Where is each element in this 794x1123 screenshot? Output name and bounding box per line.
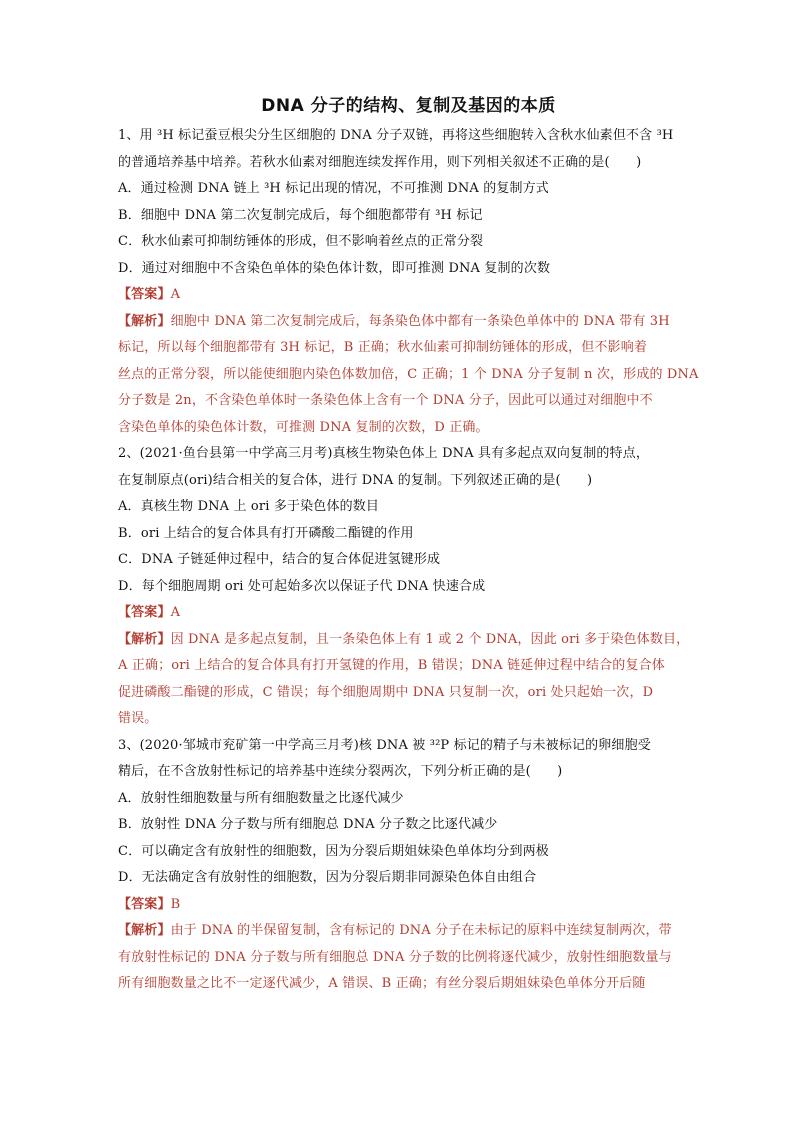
question-3-option-a: A．放射性细胞数量与所有细胞数量之比逐代减少 <box>118 790 404 806</box>
question-2-option-c: C．DNA 子链延伸过程中，结合的复合体促进氢键形成 <box>118 552 441 567</box>
question-3-analysis-line: 所有细胞数量之比不一定逐代减少，A 错误、B 正确；有丝分裂后期姐妹染色单体分开后随 <box>118 976 646 991</box>
answer-value: B <box>170 896 181 912</box>
answer-label: 【答案】 <box>118 287 171 302</box>
question-1-option-a: A．通过检测 DNA 链上 ³H 标记出现的情况，不可推测 DNA 的复制方式 <box>118 181 549 196</box>
question-3-answer <box>118 892 699 919</box>
question-1-analysis-line <box>118 309 699 336</box>
analysis-text: 由于 DNA 的半保留复制，含有标记的 DNA 分子在未标记的原料中连续复制两次，带 <box>170 923 672 938</box>
question-3-option-c: C．可以确定含有放射性的细胞数，因为分裂后期姐妹染色单体均分到两极 <box>118 843 549 859</box>
question-3-analysis-line <box>118 918 699 945</box>
answer-value: A <box>170 605 181 620</box>
question-3-option-b: B．放射性 DNA 分子数与所有细胞总 DNA 分子数之比逐代减少 <box>118 817 498 832</box>
question-2-answer <box>118 600 699 627</box>
analysis-text: 因 DNA 是多起点复制，且一条染色体上有 1 或 2 个 DNA，因此 ori 多于染色体数目， <box>170 631 690 647</box>
question-2-option-a: A．真核生物 DNA 上 ori 多于染色体的数目 <box>118 499 380 514</box>
analysis-label: 【解析】 <box>118 923 171 938</box>
analysis-text: 细胞中 DNA 第二次复制完成后，每条染色体中都有一条染色单体中的 DNA 带有 3H <box>170 313 670 329</box>
page-title: DNA 分子的结构、复制及基因的本质 <box>261 96 556 116</box>
answer-label: 【答案】 <box>118 605 171 620</box>
question-2-analysis-line: 错误。 <box>118 711 158 726</box>
question-1-stem-line: 的普通培养基中培养。若秋水仙素对细胞连续发挥作用，则下列相关叙述不正确的是( ) <box>118 154 642 170</box>
question-1-analysis-line: 丝点的正常分裂，所以能使细胞内染色体数加倍，C 正确；1 个 DNA 分子复制 n 次，形成的 DNA <box>118 366 699 382</box>
question-1-stem-line: 1、用 ³H 标记蚕豆根尖分生区细胞的 DNA 分子双链，再将这些细胞转入含秋水仙素但不含 ³H <box>118 128 674 143</box>
question-3-stem-line: 3、(2020·邹城市兖矿第一中学高三月考)核 DNA 被 ³²P 标记的精子与未被标记的卵细胞受 <box>118 737 651 753</box>
answer-label: 【答案】 <box>118 896 171 912</box>
analysis-label: 【解析】 <box>118 631 171 647</box>
question-3-option-d: D．无法确定含有放射性的细胞数，因为分裂后期非同源染色体自由组合 <box>118 870 537 885</box>
question-2-option-b: B．ori 上结合的复合体具有打开磷酸二酯键的作用 <box>118 525 414 541</box>
question-1-option-d: D．通过对细胞中不含染色单体的染色体计数，即可推测 DNA 复制的次数 <box>118 260 551 276</box>
question-2-analysis-line <box>118 627 699 654</box>
question-3 <box>118 733 699 998</box>
question-1-analysis-line: 标记，所以每个细胞都带有 3H 标记，B 正确；秋水仙素可抑制纺锤体的形成，但不影响着 <box>118 340 648 355</box>
analysis-label: 【解析】 <box>118 313 171 329</box>
question-1-analysis-line: 含染色单体的染色体计数，可推测 DNA 复制的次数，D 正确。 <box>118 419 489 435</box>
question-1 <box>118 123 699 441</box>
question-2 <box>118 441 699 733</box>
question-3-stem-line: 精后，在不含放射性标记的培养基中连续分裂两次，下列分析正确的是( ) <box>118 764 563 779</box>
question-2-stem-line: 2、(2021·鱼台县第一中学高三月考)真核生物染色体上 DNA 具有多起点双向复制的特点， <box>118 446 649 461</box>
question-1-analysis-line: 分子数是 2n，不含染色单体时一条染色体上含有一个 DNA 分子，因此可以通过对细胞中不 <box>118 393 653 408</box>
question-2-analysis-line: A 正确；ori 上结合的复合体具有打开氢键的作用，B 错误；DNA 链延伸过程中结合的复合体 <box>118 658 665 673</box>
question-2-option-d: D．每个细胞周期 ori 处可起始多次以保证子代 DNA 快速合成 <box>118 578 486 594</box>
question-2-analysis-line: 促进磷酸二酯键的形成，C 错误；每个细胞周期中 DNA 只复制一次，ori 处只起始一次，D <box>118 684 654 700</box>
question-1-option-c: C．秋水仙素可抑制纺锤体的形成，但不影响着丝点的正常分裂 <box>118 234 484 249</box>
question-1-answer <box>118 282 699 309</box>
question-1-option-b: B．细胞中 DNA 第二次复制完成后，每个细胞都带有 ³H 标记 <box>118 207 483 223</box>
answer-value: A <box>170 287 181 302</box>
question-3-analysis-line: 有放射性标记的 DNA 分子数与所有细胞总 DNA 分子数的比例将逐代减少，放射性细胞数量与 <box>118 949 672 965</box>
question-2-stem-line: 在复制原点(ori)结合相关的复合体，进行 DNA 的复制。下列叙述正确的是( ) <box>118 472 593 488</box>
